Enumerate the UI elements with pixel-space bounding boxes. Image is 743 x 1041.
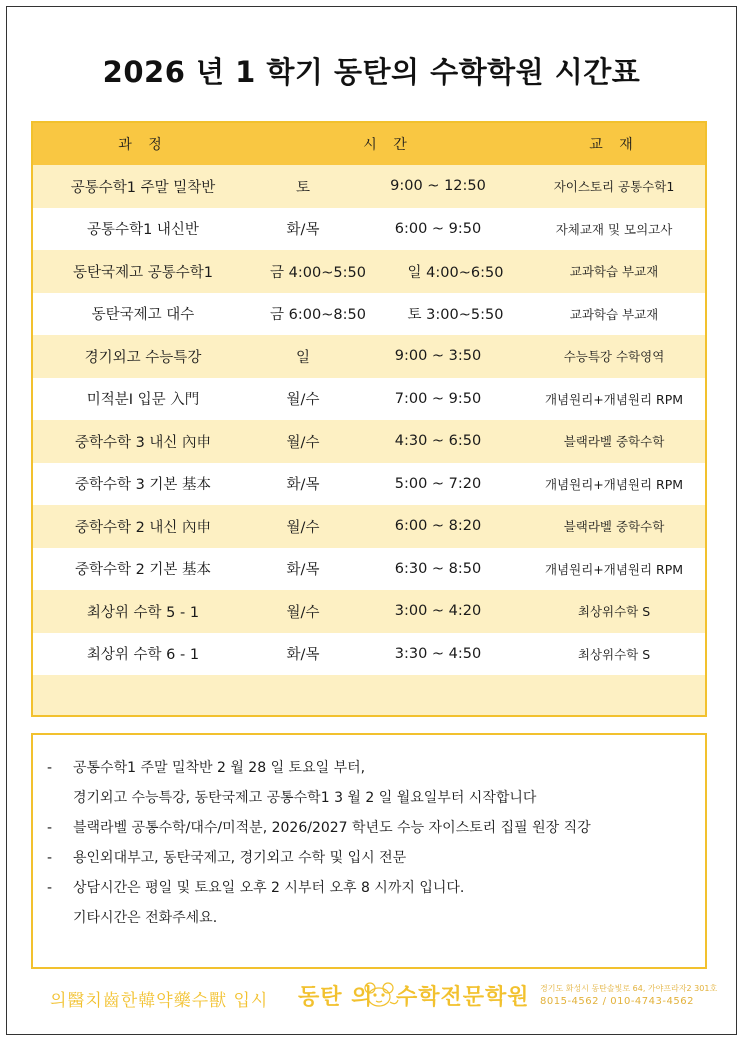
time-cell: 6:30 ~ 8:50: [394, 560, 482, 577]
book-cell: 개념원리+개념원리 RPM: [544, 561, 684, 577]
table-empty-row: [33, 675, 705, 715]
footer-address: 경기도 화성시 동탄솔빛로 64, 가야프라자2 301호: [540, 984, 718, 993]
note-line: [47, 907, 217, 927]
time-cell: 토 3:00~5:50: [407, 307, 504, 324]
note-dash: -: [47, 850, 53, 866]
book-cell: 블랙라벨 중학수학: [563, 434, 665, 450]
header-time: 시 간: [363, 137, 413, 153]
book-cell: 최상위수학 S: [577, 646, 651, 662]
table-row: [33, 165, 705, 208]
time-cell: 9:00 ~ 3:50: [394, 348, 482, 365]
note-line: [47, 787, 536, 807]
book-cell: 개념원리+개념원리 RPM: [544, 476, 684, 492]
course-cell: 미적분Ⅰ 입문 入門: [86, 392, 200, 409]
table-row: [33, 250, 705, 293]
time-cell: 5:00 ~ 7:20: [394, 475, 482, 492]
note-line: [47, 817, 591, 837]
table-row: [33, 420, 705, 463]
table-row: [33, 378, 705, 421]
time-cell: 9:00 ~ 12:50: [390, 178, 486, 195]
course-cell: 최상위 수학 5 - 1: [86, 604, 200, 621]
book-cell: 교과학습 부교재: [569, 264, 659, 280]
course-cell: 공통수학1 내신반: [87, 222, 199, 239]
time-cell: 일 4:00~6:50: [407, 264, 504, 281]
day-cell: 월/수: [286, 434, 320, 451]
course-cell: 공통수학1 주말 밀착반: [70, 179, 216, 196]
book-cell: 자체교재 및 모의고사: [555, 221, 673, 237]
note-dash: -: [47, 760, 53, 776]
note-dash: -: [47, 880, 53, 896]
day-cell: 토: [295, 179, 310, 196]
course-cell: 중학수학 3 내신 內申: [74, 434, 212, 451]
time-cell: 3:30 ~ 4:50: [394, 645, 482, 662]
note-line: [47, 847, 406, 867]
note-text: 공통수학1 주말 밀착반 2 월 28 일 토요일 부터,: [73, 760, 366, 776]
course-cell: 동탄국제고 공통수학1: [73, 264, 213, 281]
note-text: 블랙라벨 공통수학/대수/미적분, 2026/2027 학년도 수능 자이스토리 집필 원장 직강: [73, 820, 591, 836]
day-cell: 일: [295, 349, 310, 366]
day-cell: 월/수: [286, 519, 320, 536]
table-row: [33, 548, 705, 591]
day-cell: 금 4:00~5:50: [270, 264, 366, 281]
time-cell: 4:30 ~ 6:50: [394, 433, 482, 450]
book-cell: 수능특강 수학영역: [563, 349, 665, 365]
note-text: 기타시간은 전화주세요.: [73, 910, 218, 926]
footer-tagline: 의醫치齒한韓약藥수獸 입시: [50, 991, 269, 1011]
course-cell: 동탄국제고 대수: [91, 307, 195, 324]
day-cell: 화/목: [286, 647, 320, 664]
note-text: 용인외대부고, 동탄국제고, 경기외고 수학 및 입시 전문: [73, 850, 407, 866]
table-header-row: [33, 123, 705, 165]
footer-name-part1: 동탄 의: [298, 985, 374, 1010]
book-cell: 블랙라벨 중학수학: [563, 519, 665, 535]
course-cell: 중학수학 2 내신 內申: [74, 519, 212, 536]
time-cell: 3:00 ~ 4:20: [394, 603, 482, 620]
header-course: 과 정: [118, 137, 168, 153]
schedule-table: [31, 121, 707, 717]
course-cell: 경기외고 수능특강: [84, 349, 202, 366]
day-cell: 화/목: [286, 477, 320, 494]
notes-box: [31, 733, 707, 969]
day-cell: 월/수: [286, 392, 320, 409]
table-row: [33, 293, 705, 336]
book-cell: 교과학습 부교재: [569, 306, 659, 322]
table-row: [33, 335, 705, 378]
footer-banner: [40, 980, 718, 1016]
note-line: [47, 757, 365, 777]
table-row: [33, 208, 705, 251]
time-cell: 6:00 ~ 9:50: [394, 220, 482, 237]
book-cell: 최상위수학 S: [577, 604, 651, 620]
footer-phone: 8015-4562 / 010-4743-4562: [540, 996, 694, 1007]
note-dash: -: [47, 820, 53, 836]
day-cell: 화/목: [286, 222, 320, 239]
book-cell: 자이스토리 공통수학1: [553, 179, 675, 195]
table-row: [33, 463, 705, 506]
course-cell: 중학수학 3 기본 基本: [74, 477, 212, 494]
book-cell: 개념원리+개념원리 RPM: [544, 391, 684, 407]
course-cell: 최상위 수학 6 - 1: [86, 647, 200, 664]
time-cell: 6:00 ~ 8:20: [394, 518, 482, 535]
page-title: 2026 년 1 학기 동탄의 수학학원 시간표: [102, 55, 641, 89]
note-text: 경기외고 수능특강, 동탄국제고 공통수학1 3 월 2 일 월요일부터 시작합니다: [73, 790, 537, 806]
day-cell: 금 6:00~8:50: [270, 307, 366, 324]
header-book: 교 재: [589, 137, 639, 153]
day-cell: 월/수: [286, 604, 320, 621]
note-line: [47, 877, 464, 897]
time-cell: 7:00 ~ 9:50: [394, 390, 482, 407]
footer-name-part2: 수학전문학원: [396, 985, 530, 1010]
table-row: [33, 633, 705, 676]
course-cell: 중학수학 2 기본 基本: [74, 562, 212, 579]
note-text: 상담시간은 평일 및 토요일 오후 2 시부터 오후 8 시까지 입니다.: [73, 880, 465, 896]
table-row: [33, 590, 705, 633]
day-cell: 화/목: [286, 562, 320, 579]
table-row: [33, 505, 705, 548]
